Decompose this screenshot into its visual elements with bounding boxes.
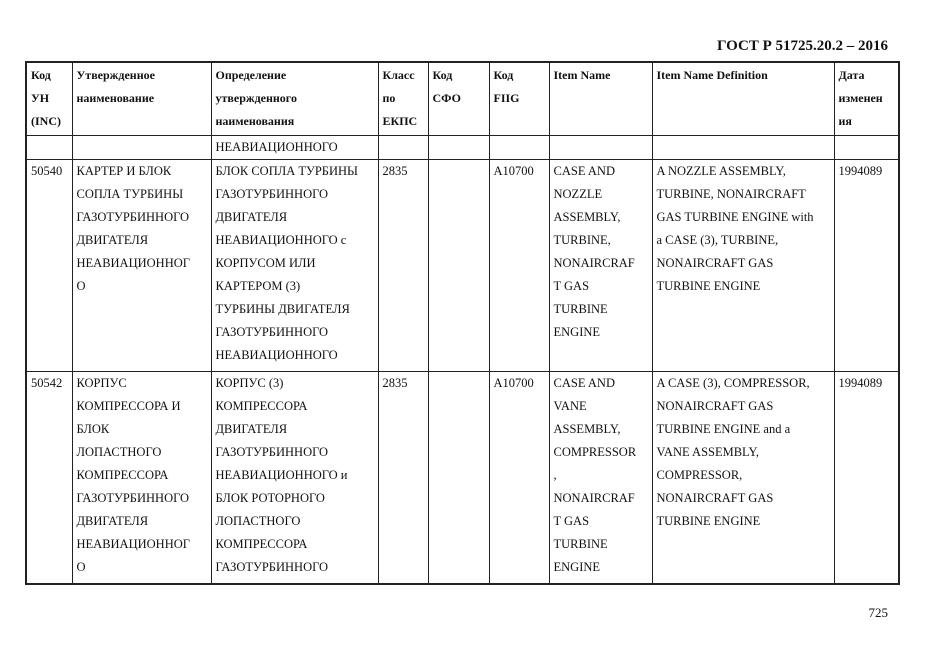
cell-item-name-definition: A CASE (3), COMPRESSOR, NONAIRCRAFT GAS TURBINE ENGINE and a VANE ASSEMBLY, COMPRESSOR, NONAIRCRAFT GAS TURBINE ENGINE	[652, 371, 834, 584]
header-date: Дата изменен ия	[834, 62, 899, 135]
page-number: 725	[868, 605, 888, 620]
header-item-name: Item Name	[549, 62, 652, 135]
cell-date: 1994089	[834, 371, 899, 584]
header-fiig: Код FIIG	[489, 62, 549, 135]
cell-sfo	[428, 159, 489, 371]
header-approved-name: Утвержденное наименование	[72, 62, 211, 135]
header-item-name-definition: Item Name Definition	[652, 62, 834, 135]
table-row-continuation	[26, 135, 899, 159]
cell-fiig: A10700	[489, 371, 549, 584]
header-inc: Код УН (INC)	[26, 62, 72, 135]
table-header-row	[26, 62, 899, 135]
table-row	[26, 159, 899, 371]
header-definition: Определение утвержденного наименования	[211, 62, 378, 135]
cell-sfo	[428, 371, 489, 584]
header-sfo: Код СФО	[428, 62, 489, 135]
cell-class: 2835	[378, 371, 428, 584]
cell-approved-name: КАРТЕР И БЛОК СОПЛА ТУРБИНЫ ГАЗОТУРБИННОГО ДВИГАТЕЛЯ НЕАВИАЦИОННОГ О	[72, 159, 211, 371]
cell-date: 1994089	[834, 159, 899, 371]
cell-definition: КОРПУС (3) КОМПРЕССОРА ДВИГАТЕЛЯ ГАЗОТУРБИННОГО НЕАВИАЦИОННОГО и БЛОК РОТОРНОГО ЛОПАСТНОГО КОМПРЕССОРА ГАЗОТУРБИННОГО	[211, 371, 378, 584]
cell-class: 2835	[378, 159, 428, 371]
catalog-table	[25, 61, 900, 585]
cell-fiig: A10700	[489, 159, 549, 371]
cell-item-name: CASE AND VANE ASSEMBLY, COMPRESSOR , NONAIRCRAF T GAS TURBINE ENGINE	[549, 371, 652, 584]
cell-inc: 50542	[26, 371, 72, 584]
cell-item-name: CASE AND NOZZLE ASSEMBLY, TURBINE, NONAIRCRAF T GAS TURBINE ENGINE	[549, 159, 652, 371]
cell-definition: БЛОК СОПЛА ТУРБИНЫ ГАЗОТУРБИННОГО ДВИГАТЕЛЯ НЕАВИАЦИОННОГО с КОРПУСОМ ИЛИ КАРТЕРОМ (3) ТУРБИНЫ ДВИГАТЕЛЯ ГАЗОТУРБИННОГО НЕАВИАЦИОННОГО	[211, 159, 378, 371]
cell-item-name-definition: A NOZZLE ASSEMBLY, TURBINE, NONAIRCRAFT GAS TURBINE ENGINE with a CASE (3), TURBINE, NONAIRCRAFT GAS TURBINE ENGINE	[652, 159, 834, 371]
table-row	[26, 371, 899, 584]
cell-approved-name: КОРПУС КОМПРЕССОРА И БЛОК ЛОПАСТНОГО КОМПРЕССОРА ГАЗОТУРБИННОГО ДВИГАТЕЛЯ НЕАВИАЦИОННОГ О	[72, 371, 211, 584]
document-title: ГОСТ Р 51725.20.2 – 2016	[716, 38, 888, 54]
cell-inc: 50540	[26, 159, 72, 371]
cell-definition: НЕАВИАЦИОННОГО	[211, 135, 378, 159]
header-class: Класс по ЕКПС	[378, 62, 428, 135]
